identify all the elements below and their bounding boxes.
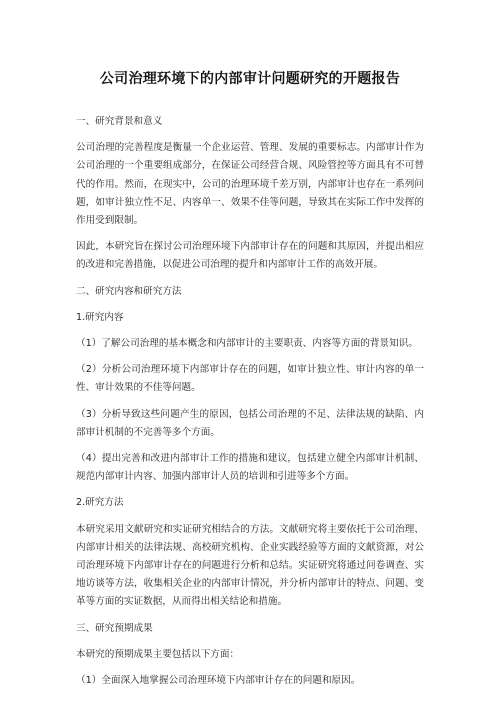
list-item-content-3: （3）分析导致这些问题产生的原因，包括公司治理的不足、法律法规的缺陷、内部审计机制的不完善等多个方面。 [76,408,424,438]
list-item-content-2: （2）分析公司治理环境下内部审计存在的问题，如审计独立性、审计内容的单一性、审计效果的不佳等问题。 [76,364,424,394]
paragraph-method: 本研究采用文献研究和实证研究相结合的方法。文献研究将主要依托于公司治理、内部审计相关的法律法规、高校研究机构、企业实践经验等方面的文献资源，对公司治理环境下内部审计存在的问题进行分析和总结。实证研究将通过问卷调查、实地访谈等方法，收集相关企业的内部审计情况，并分析内部审计的特点、问题、变革等方面的实证数据，从而得出相关结论和措施。 [76,523,424,608]
subheading-content: 1.研究内容 [76,311,124,323]
document-title: 公司治理环境下的内部审计问题研究的开题报告 [99,71,401,87]
section-heading-background: 一、研究背景和意义 [76,116,163,127]
paragraph-expected-intro: 本研究的预期成果主要包括以下方面： [76,648,240,660]
paragraph-purpose: 因此，本研究旨在探讨公司治理环境下内部审计存在的问题和其原因，并提出相应的改进和完善措施，以促进公司治理的提升和内部审计工作的高效开展。 [76,241,424,271]
subheading-method: 2.研究方法 [76,497,124,509]
list-item-content-4: （4）提出完善和改进内部审计工作的措施和建议，包括建立健全内部审计机制、规范内部审计内容、加强内部审计人员的培训和引进等多个方面。 [76,453,424,483]
list-item-expected-1: （1）全面深入地掌握公司治理环境下内部审计存在的问题和原因。 [76,675,361,687]
list-item-content-1: （1）了解公司治理的基本概念和内部审计的主要职责、内容等方面的背景知识。 [76,338,418,350]
paragraph-background: 公司治理的完善程度是衡量一个企业运营、管理、发展的重要标志。内部审计作为公司治理的一个重要组成部分，在保证公司经营合规、风险管控等方面具有不可替代的作用。然而，在现实中，公司的治理环境千差万别，内部审计也存在一系列问题，如审计独立性不足、内容单一、效果不佳等问题，导致其在实际工作中发挥的作用受到限制。 [76,142,424,227]
section-heading-expected-results: 三、研究预期成果 [76,622,153,634]
document-body [76,113,424,698]
section-heading-content-method: 二、研究内容和研究方法 [76,285,182,297]
